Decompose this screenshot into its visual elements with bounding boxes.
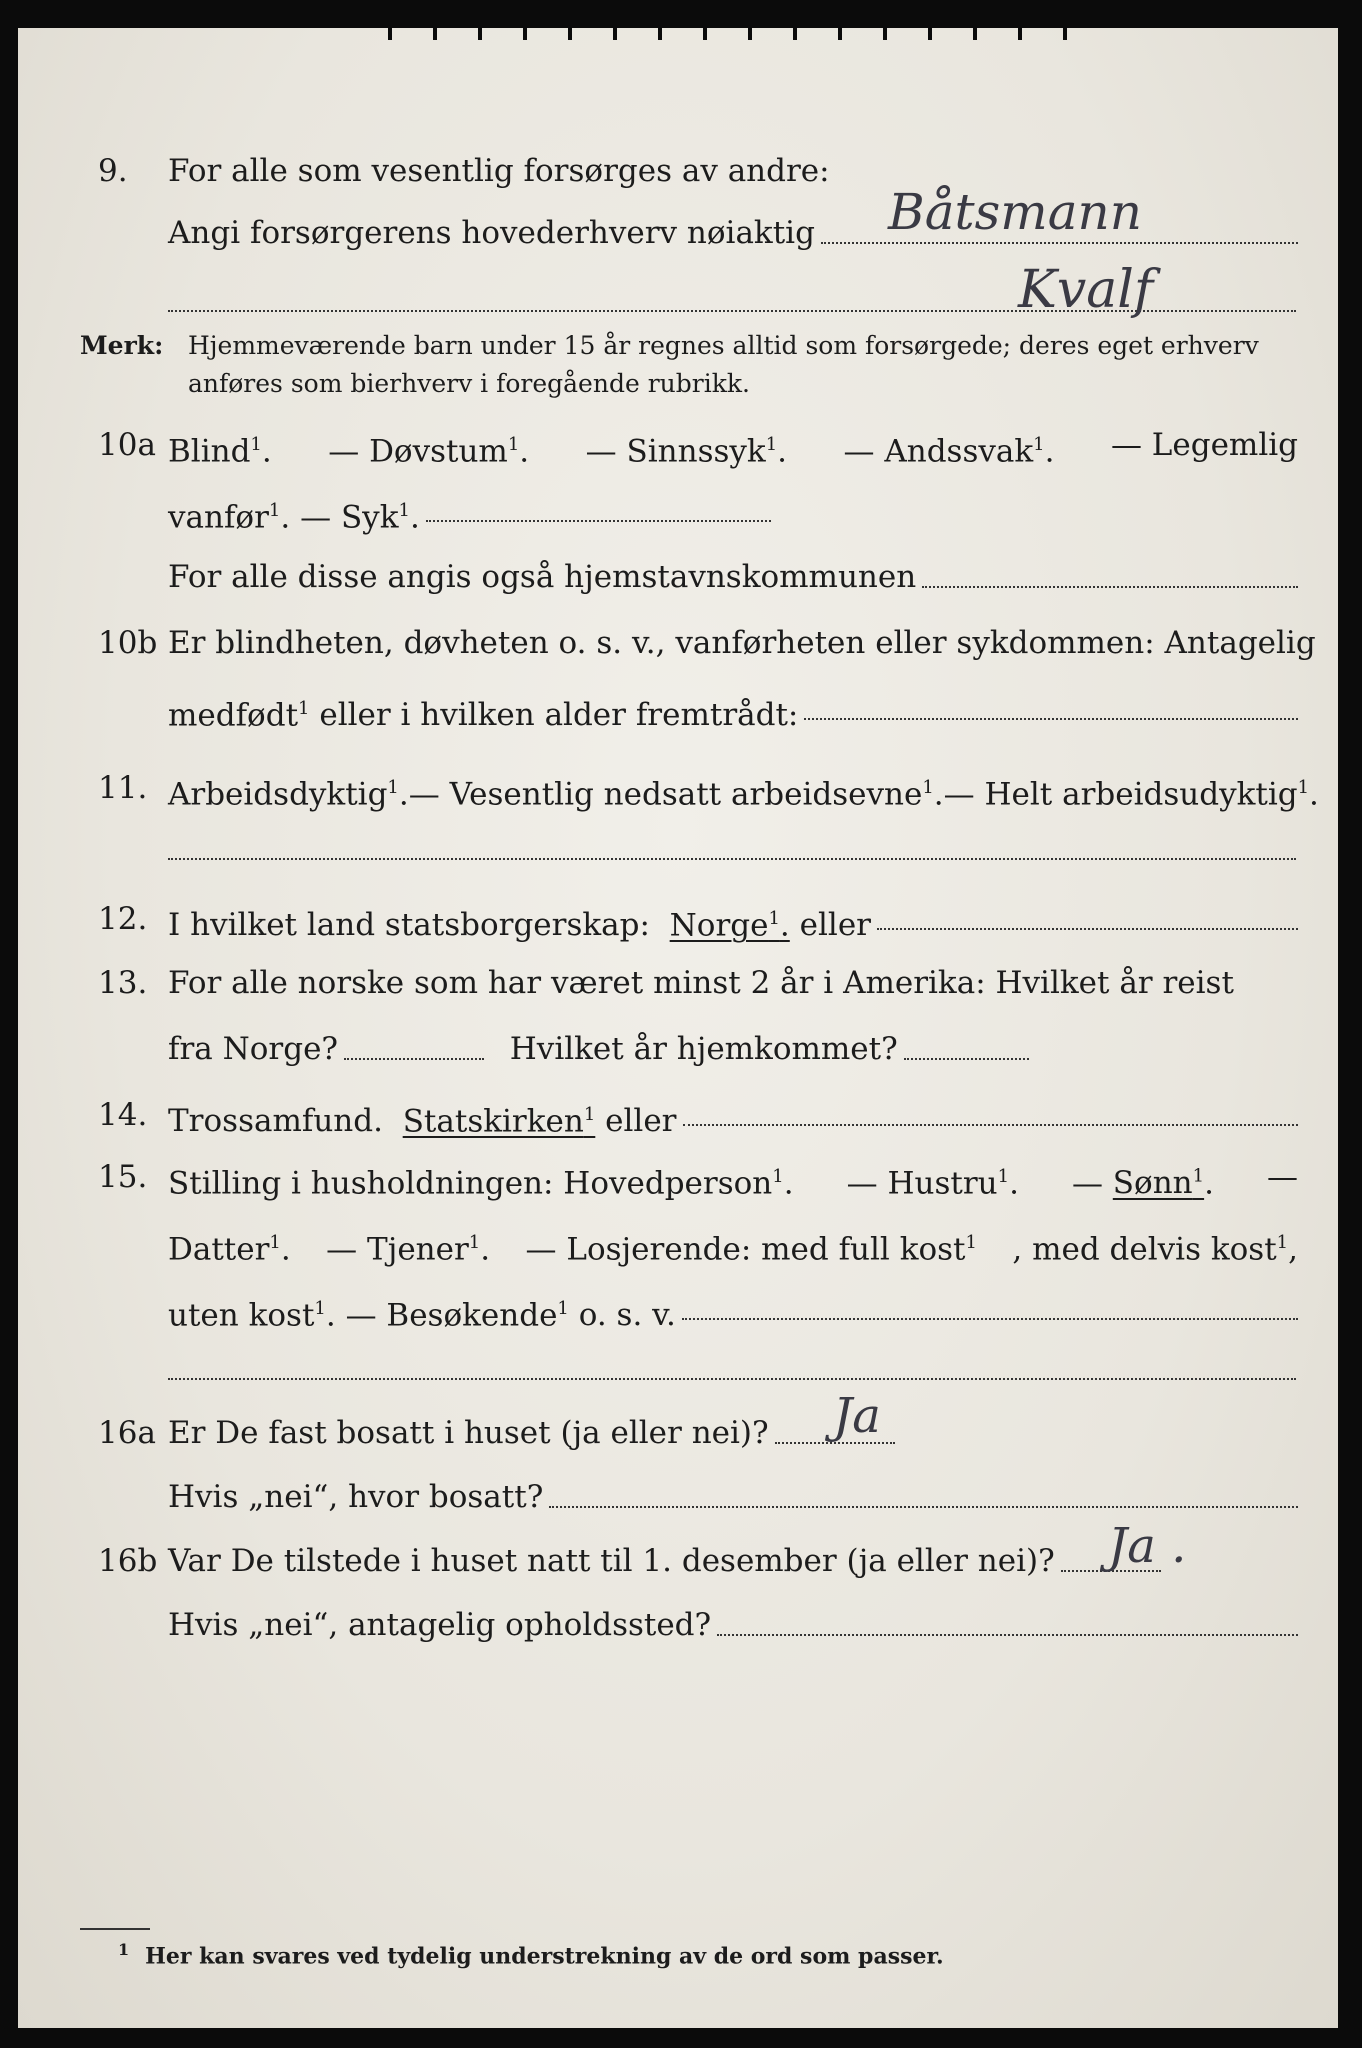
option-andssvak[interactable]: — Andssvak$^1$.: [843, 433, 1055, 470]
question-number: 14.: [98, 1097, 148, 1133]
option-arbeidsdyktig[interactable]: Arbeidsdyktig$^1$.: [168, 776, 409, 813]
answer-line[interactable]: [683, 1090, 1299, 1126]
question-12: [18, 894, 1338, 944]
question-16a-line1: [18, 1408, 1338, 1458]
answer-line[interactable]: [877, 894, 1298, 930]
option-medfodt[interactable]: medfødt$^1$: [168, 697, 310, 734]
punch-marks: [388, 28, 1108, 40]
option-uten-kost[interactable]: uten kost$^1$.: [168, 1297, 346, 1334]
handwritten-answer-ja: Ja .: [1108, 1518, 1187, 1574]
question-text: For alle norske som har været minst 2 år i Amerika: Hvilket år reist: [168, 965, 1234, 1001]
option-hustru[interactable]: — Hustru$^1$.: [846, 1165, 1019, 1202]
answer-line[interactable]: [426, 486, 771, 522]
question-text: Er blindheten, døvheten o. s. v., vanførheten eller sykdommen: Antagelig: [168, 625, 1316, 661]
answer-line[interactable]: [549, 1472, 1298, 1508]
footnote-text: Her kan svares ved tydelig understrekning av de ord som passer.: [145, 1943, 944, 1970]
question-number: 12.: [98, 901, 148, 937]
note-text-line1: Hjemmeværende barn under 15 år regnes alltid som forsørgede; deres eget erhverv: [188, 331, 1259, 360]
question-15-line1: [18, 1152, 1338, 1202]
question-11: [18, 763, 1338, 813]
question-text: Er De fast bosatt i huset (ja eller nei)?: [168, 1415, 769, 1451]
answer-line[interactable]: [804, 684, 1298, 720]
question-number: 10a: [98, 427, 156, 463]
option-dovstum[interactable]: — Døvstum$^1$.: [328, 433, 530, 470]
answer-line[interactable]: [682, 1284, 1298, 1320]
question-text: Hvilket år hjemkommet?: [509, 1031, 898, 1067]
footnote-mark: 1: [118, 1940, 130, 1959]
question-10b-line1: [18, 618, 1338, 668]
handwritten-answer-note: Kvalf: [1018, 260, 1154, 320]
question-number: 16b: [98, 1543, 158, 1579]
question-text: I hvilket land statsborgerskap:: [168, 907, 650, 944]
option-delvis-kost[interactable]: , med delvis kost$^1$,: [1012, 1231, 1298, 1268]
footnote: [118, 1940, 944, 1969]
question-number: 15.: [98, 1159, 148, 1195]
handwritten-answer-ja: Ja: [833, 1388, 881, 1444]
option-syk[interactable]: — Syk$^1$.: [300, 499, 420, 536]
question-10a-line3: [18, 552, 1338, 602]
question-15-line3: [18, 1284, 1338, 1334]
option-besokende[interactable]: — Besøkende$^1$: [345, 1297, 569, 1334]
option-udyktig[interactable]: — Helt arbeidsudyktig$^1$.: [943, 776, 1319, 813]
question-text: fra Norge?: [168, 1031, 339, 1067]
question-13-line1: [18, 958, 1338, 1008]
question-text: o. s. v.: [578, 1297, 676, 1334]
question-number: 9.: [98, 153, 128, 189]
question-text: For alle disse angis også hjemstavnskommunen: [168, 559, 917, 595]
answer-line[interactable]: [717, 1600, 1298, 1636]
question-text: eller: [605, 1103, 677, 1140]
dash: —: [1266, 1159, 1298, 1195]
answer-line[interactable]: [904, 1024, 1029, 1060]
note-text-line2: anføres som bierhverv i foregående rubrikk.: [188, 369, 750, 398]
option-statskirken-underlined[interactable]: Statskirken$^1$: [402, 1103, 596, 1140]
question-10a-line1: [18, 420, 1338, 470]
option-tjener[interactable]: — Tjener$^1$.: [326, 1231, 491, 1268]
question-number: 10b: [98, 625, 158, 661]
question-13-line2: [18, 1024, 1338, 1074]
question-text: eller i hvilken alder fremtrådt:: [319, 697, 799, 734]
option-blind[interactable]: Blind$^1$.: [168, 433, 272, 470]
option-hovedperson[interactable]: Stilling i husholdningen: Hovedperson$^1$.: [168, 1165, 794, 1202]
answer-line[interactable]: [168, 858, 1296, 860]
question-number: 11.: [98, 770, 148, 806]
answer-line[interactable]: [344, 1024, 484, 1060]
question-16a-line2: [18, 1472, 1338, 1522]
question-number: 16a: [98, 1415, 156, 1451]
answer-line[interactable]: [922, 552, 1298, 588]
question-text: Hvis „nei“, antagelig opholdssted?: [168, 1607, 712, 1643]
question-text: For alle som vesentlig forsørges av andre:: [168, 153, 830, 189]
question-text: Trossamfund.: [168, 1103, 383, 1140]
footnote-rule: [80, 1928, 150, 1930]
question-16b-line2: [18, 1600, 1338, 1650]
question-text: Angi forsørgerens hovederhverv nøiaktig: [168, 215, 815, 251]
question-text: Hvis „nei“, hvor bosatt?: [168, 1479, 544, 1515]
option-sinnssyk[interactable]: — Sinnssyk$^1$.: [585, 433, 788, 470]
option-vanfor[interactable]: vanfør$^1$.: [168, 499, 301, 536]
option-norge-underlined[interactable]: Norge$^1$.: [669, 907, 790, 944]
option-datter[interactable]: Datter$^1$.: [168, 1231, 291, 1268]
question-14: [18, 1090, 1338, 1140]
census-form-page: [18, 28, 1338, 2028]
note-label: Merk:: [80, 331, 164, 360]
question-text: Var De tilstede i huset natt til 1. desember (ja eller nei)?: [168, 1543, 1055, 1579]
option-legemlig[interactable]: — Legemlig: [1110, 427, 1298, 463]
option-nedsatt[interactable]: — Vesentlig nedsatt arbeidsevne$^1$.: [408, 776, 944, 813]
option-sonn-underlined[interactable]: — Sønn$^1$.: [1071, 1165, 1214, 1202]
question-15-line2: [18, 1218, 1338, 1268]
question-10a-line2: [18, 486, 1338, 536]
question-10b-line2: [18, 684, 1338, 734]
question-number: 13.: [98, 965, 148, 1001]
question-text: eller: [799, 907, 871, 944]
answer-line[interactable]: [168, 1378, 1296, 1380]
option-losjerende-full-kost[interactable]: — Losjerende: med full kost$^1$: [525, 1231, 977, 1268]
handwritten-answer-occupation: Båtsmann: [888, 183, 1142, 241]
